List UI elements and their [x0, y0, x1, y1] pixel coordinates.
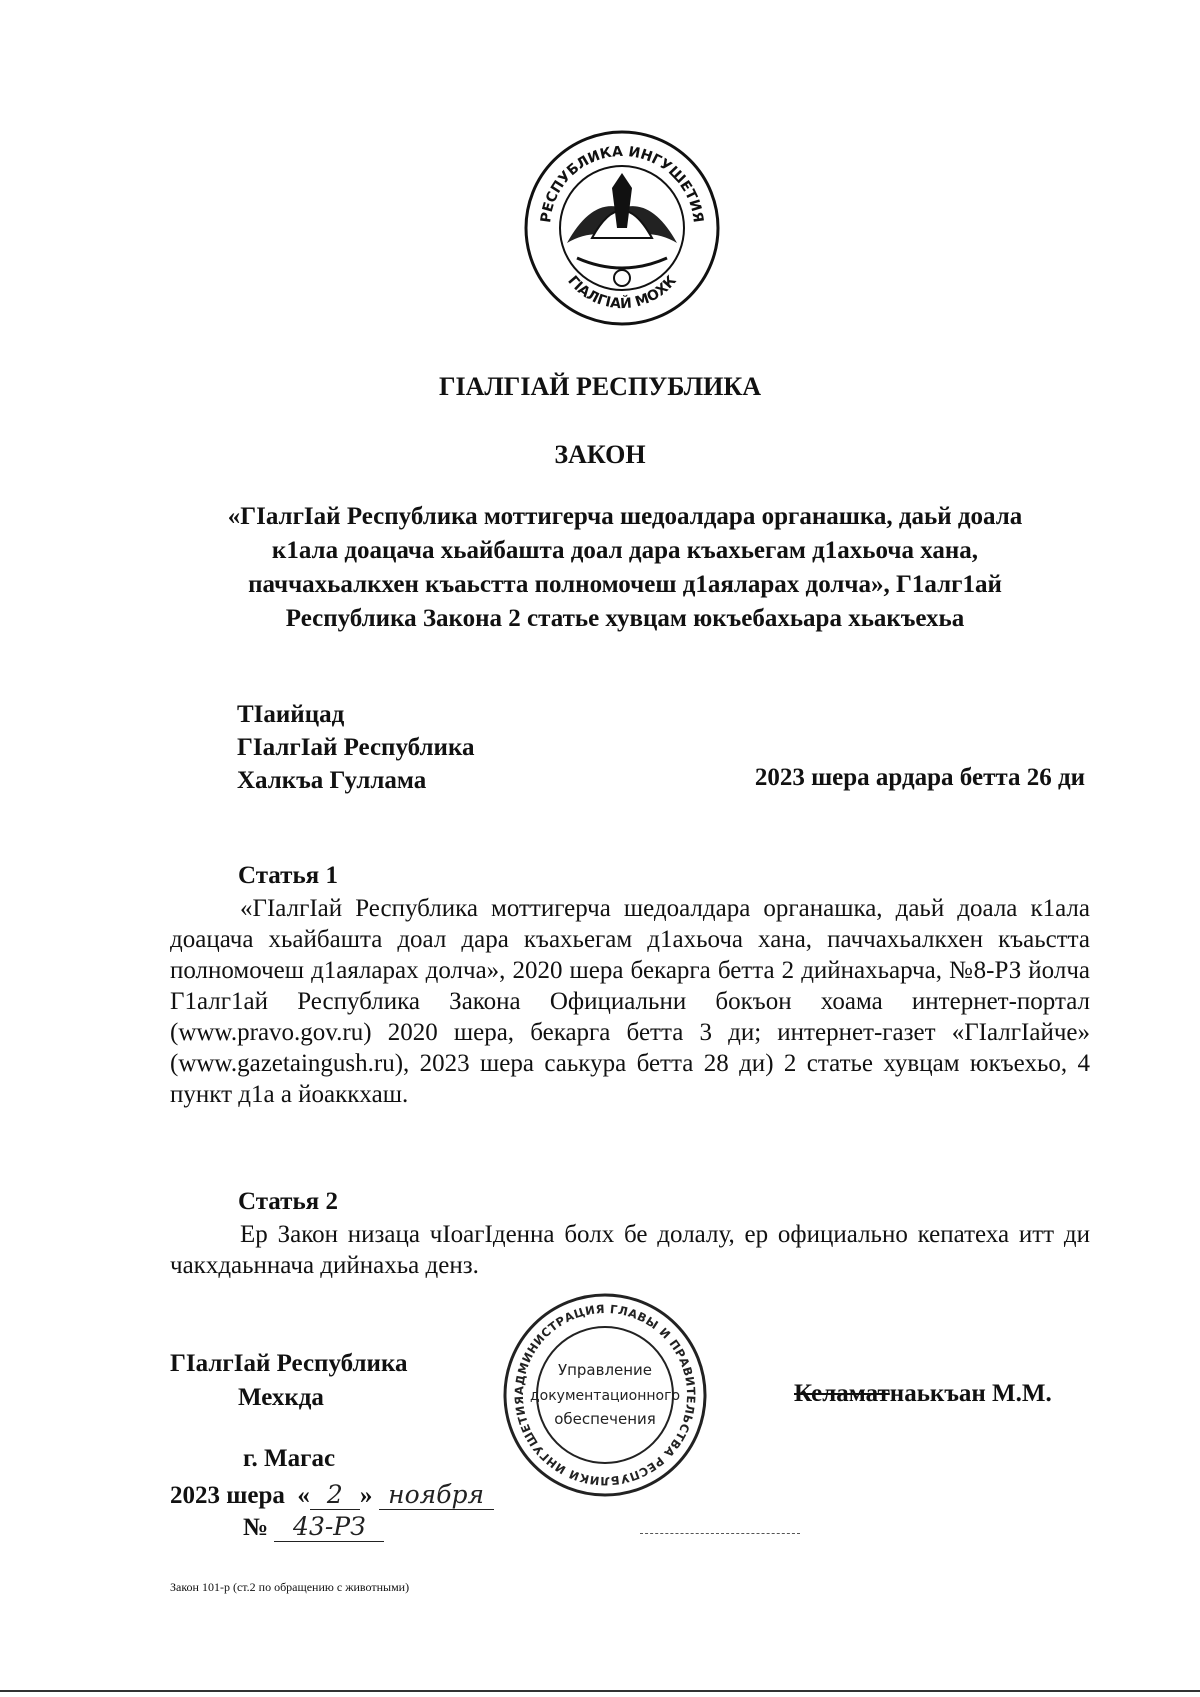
stamp-line3: обеспечения	[554, 1410, 656, 1428]
article2-text	[170, 1219, 1090, 1281]
stamp-ring-text: АДМИНИСТРАЦИЯ ГЛАВЫ И ПРАВИТЕЛЬСТВА РЕСПУБЛИКИ ИНГУШЕТИЯ	[511, 1301, 699, 1489]
signature-scribble: Келамат	[794, 1380, 890, 1407]
signatory-name	[794, 1380, 1052, 1408]
law-number	[243, 1512, 384, 1542]
handwritten-day: 2	[310, 1480, 360, 1510]
emblem-top-text: РЕСПУБЛИКА ИНГУШЕТИЯ	[538, 143, 706, 224]
adoption-line: ГIалгIай Республика	[237, 734, 475, 761]
law-title-line: Республика Закона 2 статье хувцам юкъебахьара хьакъехьа	[285, 605, 965, 632]
official-stamp	[500, 1290, 710, 1500]
law-title-line: «ГIалгIай Республика моттигерча шедоалдара органашка, даьй доала	[227, 503, 1023, 530]
signing-date: 2023 шера « 2 » ноября	[170, 1480, 494, 1510]
article2-heading: Статья 2	[238, 1188, 338, 1215]
year-prefix: 2023 шера	[170, 1482, 285, 1509]
emblem-bottom-text: ГIАЛГIАЙ МОХК	[564, 272, 680, 313]
adoption-line: ТIаийцад	[237, 701, 345, 728]
number-prefix: №	[243, 1514, 269, 1541]
page-bottom-line	[0, 1690, 1200, 1692]
article1-text	[170, 893, 1090, 1110]
adoption-date: 2023 шера ардара бетта 26 ди	[754, 764, 1085, 791]
republic-heading: ГIАЛГIАЙ РЕСПУБЛИКА	[438, 372, 762, 401]
stamp-line1: Управление	[557, 1361, 653, 1379]
adoption-body	[237, 698, 474, 797]
article2-paragraph: Ер Закон низаца чIоагIденна болх бе долалу, ер официально кепатеха итт ди чакхдаьннача дийнахьа денз.	[170, 1221, 1090, 1279]
signatory-title-line1: ГIалгIай Республика	[170, 1350, 408, 1377]
stamp-line2: документационного	[529, 1388, 681, 1404]
republic-emblem	[522, 128, 722, 328]
stamp-trail-line	[640, 1533, 800, 1534]
adoption-line: Халкъа Гуллама	[237, 767, 427, 794]
city: г. Магас	[243, 1445, 336, 1472]
svg-text:ГIАЛГIАЙ МОХК	[564, 272, 680, 312]
article1-heading: Статья 1	[238, 862, 338, 889]
law-title-line: паччахьалкхен къаьстта полномочеш д1аяларах долча», Г1алг1ай	[248, 571, 1002, 598]
law-title-line: к1ала доацача хьайбашта доал дара къахьегам д1ахьоча хана,	[271, 537, 979, 564]
signatory-title	[170, 1347, 407, 1415]
handwritten-number: 43-РЗ	[274, 1512, 384, 1542]
signatory-title-line2: Мехкда	[238, 1384, 324, 1411]
article1-paragraph: «ГIалгIай Республика моттигерча шедоалдара органашка, даьй доала к1ала доацача хьайбашта доал дара къахьегам д1ахьоча хана, паччахьалкхен къаьстта полномочеш д1аяларах долча», 2020 шера бекарга бетта 2 дийнахьарча, №8-РЗ йолча Г1алг1ай Республика Закона Официальни бокъон хоама интернет-портал (www.pravo.gov.ru) 2020 шера, бекарга бетта 3 ди; интернет-газет «ГIалгIайче» (www.gazetaingush.ru), 2023 шера саькура бетта 28 ди) 2 статье хувцам юкъехьо, 4 пункт д1а а йоаккхаш.	[170, 895, 1090, 1108]
law-title	[150, 500, 1100, 636]
document-type: ЗАКОН	[554, 440, 646, 469]
handwritten-month: ноября	[379, 1480, 494, 1510]
signatory-name-text: наькъан М.М.	[889, 1380, 1052, 1407]
footer-note: Закон 101-р (ст.2 по обращению с животными)	[170, 1580, 410, 1594]
